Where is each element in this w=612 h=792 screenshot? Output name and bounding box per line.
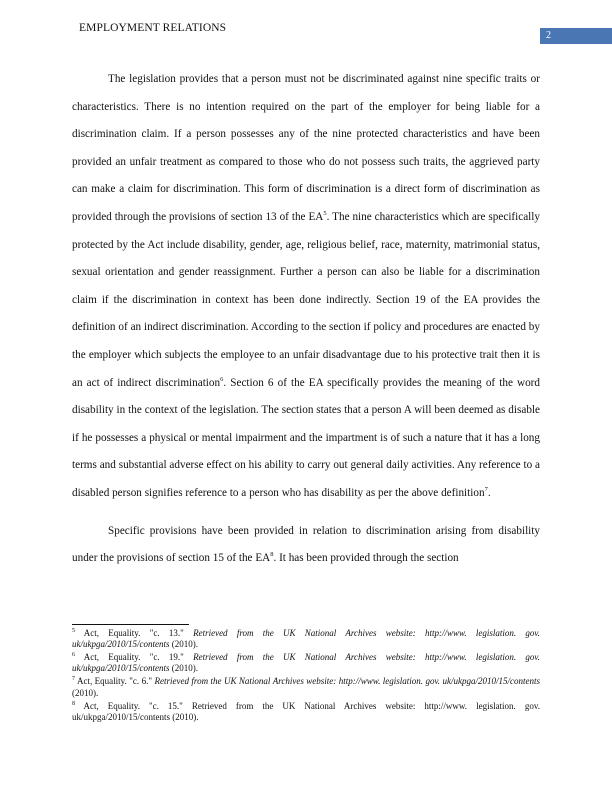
footnote-text: Act, Equality. "c. 19." xyxy=(75,652,194,663)
footnote-ref[interactable]: 7 xyxy=(484,485,488,493)
footnote-number: 7 xyxy=(72,676,75,683)
footnote-number: 6 xyxy=(72,652,75,659)
footnote-source: Retrieved from the UK National Archives website: http://www. legislation. gov. uk/ukpga/2010/15/contents xyxy=(72,652,540,674)
footnote xyxy=(72,628,540,651)
footnote-number: 5 xyxy=(72,628,75,634)
paragraph-text: . The nine characteristics which are specifically protected by the Act include disability, gender, age, religious belief, race, maternity, matrimonial status, sexual orientation and gender reassignment. Further a person can also be liable for a discrimination claim if the discrimination in context has been done indirectly. Section 19 of the EA provides the definition of an indirect discrimination. According to the section if policy and procedures are enacted by the employer which subjects the employee to an unfair disadvantage due to his protective trait then it is an act of indirect discrimination xyxy=(72,210,540,389)
footnote-year: (2010). xyxy=(169,663,198,674)
footnote xyxy=(72,652,540,675)
footnote-ref[interactable]: 6 xyxy=(220,375,224,383)
footnote-source: Retrieved from the UK National Archives website: http://www. legislation. gov. uk/ukpga/2010/15/contents xyxy=(154,676,540,687)
footnote-year: (2010). xyxy=(169,639,198,650)
body-text xyxy=(72,66,540,573)
paragraph xyxy=(72,66,540,508)
paragraph-text: Specific provisions have been provided in relation to discrimination arising from disability under the provisions of section 15 of the EA xyxy=(72,524,540,565)
footnotes xyxy=(72,628,540,725)
paragraph xyxy=(72,518,540,573)
footnote-source: Retrieved from the UK National Archives website: http://www. legislation. gov. uk/ukpga/2010/15/contents xyxy=(72,628,540,650)
paragraph-text: . xyxy=(487,486,491,499)
footnote xyxy=(72,701,540,724)
footnote-text: Act, Equality. "c. 6." xyxy=(75,676,155,687)
footnote-separator xyxy=(72,624,189,625)
footnote-text: Act, Equality. "c. 13." xyxy=(75,628,194,638)
footnote-number: 8 xyxy=(72,700,75,707)
footnote-ref[interactable]: 5 xyxy=(323,209,327,217)
footnote xyxy=(72,676,540,699)
running-header-title: EMPLOYMENT RELATIONS xyxy=(79,22,227,34)
footnote-ref[interactable]: 8 xyxy=(270,551,274,559)
page-number-badge: 2 xyxy=(540,28,612,44)
paragraph-text: The legislation provides that a person must not be discriminated against nine specific traits or characteristics. There is no intention required on the part of the employer for being liable for a discrimination claim. If a person possesses any of the nine protected characteristics and have been provided an unfair treatment as compared to those who do not possess such traits, the aggrieved party can make a claim for discrimination. This form of discrimination is a direct form of discrimination as provided through the provisions of section 13 of the EA xyxy=(72,73,540,223)
paragraph-text: . It has been provided through the section xyxy=(273,552,459,565)
paragraph-text: . Section 6 of the EA specifically provides the meaning of the word disability in the context of the legislation. The section states that a person A will been deemed as disable if he possesses a physical or mental impairment and the impartment is of such a nature that it has a long terms and substantial adverse effect on his ability to carry out general daily activities. Any reference to a disabled person signifies reference to a person who has disability as per the above definition xyxy=(72,376,540,499)
footnote-text: Act, Equality. "c. 15." Retrieved from the UK National Archives website: http://www. legislation. gov. uk/ukpga/2010/15/contents (2010). xyxy=(72,700,540,722)
footnote-year: (2010). xyxy=(72,687,99,698)
